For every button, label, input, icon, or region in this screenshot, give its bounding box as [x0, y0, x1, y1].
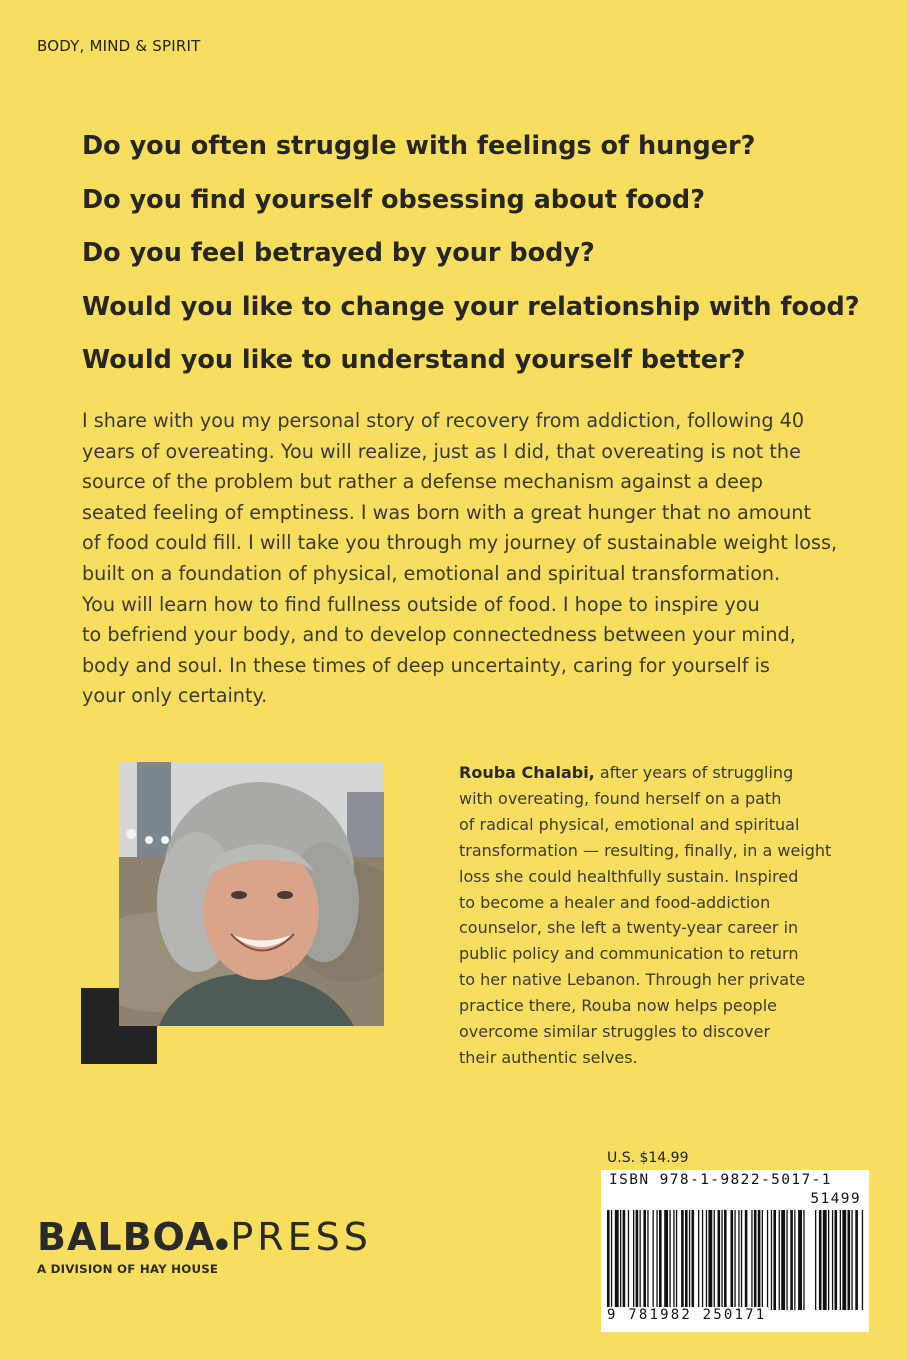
barcode-bar: [636, 1210, 639, 1310]
addon-bar: [815, 1210, 816, 1310]
barcode-bar: [681, 1210, 684, 1310]
barcode-digits: 9 781982 250171: [607, 1307, 767, 1323]
barcode-bar: [647, 1210, 648, 1310]
description-line: You will learn how to find fullness outside of food. I hope to inspire you: [82, 592, 760, 616]
barcode-bar: [767, 1210, 768, 1310]
barcode-bar: [758, 1210, 761, 1310]
addon-bar: [851, 1210, 852, 1310]
bio-line: counselor, she left a twenty-year career in: [459, 918, 799, 938]
barcode-bar: [623, 1210, 626, 1310]
barcode-bar: [706, 1210, 707, 1310]
barcode-bar: [669, 1210, 670, 1310]
barcode-bar: [653, 1210, 654, 1310]
barcode-bars: [605, 1210, 865, 1314]
question-2: Do you find yourself obsessing about food?: [82, 184, 705, 215]
barcode-bar: [664, 1210, 668, 1310]
addon-bar: [819, 1210, 822, 1310]
description-line: to befriend your body, and to develop connectedness between your mind,: [82, 623, 796, 647]
publisher-division: A DIVISION OF HAY HOUSE: [37, 1262, 219, 1276]
barcode-bar: [640, 1210, 641, 1310]
addon-bar: [842, 1210, 846, 1310]
bio-line: public policy and communication to return: [459, 944, 799, 964]
barcode-bar: [633, 1210, 634, 1310]
barcode-bar: [718, 1210, 721, 1310]
description-line: source of the problem but rather a defense mechanism against a deep: [82, 470, 763, 494]
barcode-bar: [762, 1210, 763, 1310]
author-photo: [119, 762, 384, 1026]
barcode-bar: [692, 1210, 695, 1310]
barcode-bar: [779, 1210, 780, 1310]
description-line: built on a foundation of physical, emotional and spiritual transformation.: [82, 561, 781, 585]
bio-line: practice there, Rouba now helps people: [459, 996, 777, 1016]
publisher-dot: ●: [215, 1234, 231, 1252]
barcode-bar: [786, 1210, 787, 1310]
barcode-bar: [745, 1210, 748, 1310]
bio-line: [459, 760, 859, 786]
barcode-bar: [643, 1210, 646, 1310]
barcode-bar: [771, 1210, 772, 1310]
barcode-bar: [724, 1210, 727, 1310]
bio-line: of radical physical, emotional and spiritual: [459, 814, 800, 834]
description-line: years of overeating. You will realize, just as I did, that overeating is not the: [82, 439, 801, 463]
barcode-bar: [611, 1210, 612, 1310]
barcode-bar: [781, 1210, 785, 1310]
bio-line: with overeating, found herself on a path: [459, 788, 782, 808]
addon-bar: [862, 1210, 863, 1310]
price-addon-code: 51499: [810, 1191, 861, 1207]
category-label: BODY, MIND & SPIRIT: [37, 37, 201, 55]
addon-bar: [840, 1210, 841, 1310]
price-label: U.S. $14.99: [607, 1150, 689, 1166]
description-line: seated feeling of emptiness. I was born with a great hunger that no amount: [82, 500, 811, 524]
addon-bar: [823, 1210, 827, 1310]
author-bio: [459, 760, 859, 1071]
barcode-bar: [803, 1210, 804, 1310]
barcode-bar: [734, 1210, 735, 1310]
barcode-bar: [673, 1210, 674, 1310]
addon-bar: [855, 1210, 858, 1310]
barcode-bar: [708, 1210, 712, 1310]
addon-bar: [835, 1210, 838, 1310]
question-5: Would you like to understand yourself better?: [82, 345, 746, 375]
barcode-bar: [721, 1210, 722, 1310]
barcode-bar: [656, 1210, 657, 1310]
barcode-bar: [607, 1210, 610, 1310]
barcode-bar: [741, 1210, 742, 1310]
barcode-bar: [689, 1210, 690, 1310]
bio-line: transformation — resulting, finally, in a weight: [459, 840, 832, 860]
isbn-barcode: [601, 1170, 869, 1332]
barcode-bar: [773, 1210, 776, 1310]
barcode-bar: [794, 1210, 795, 1310]
barcode-bar: [790, 1210, 793, 1310]
barcode-bar: [698, 1210, 699, 1310]
bio-line: to become a healer and food-addiction: [459, 892, 771, 912]
barcode-bar: [751, 1210, 752, 1310]
questions-list: [82, 124, 872, 392]
barcode-bar: [702, 1210, 703, 1310]
barcode-bar: [738, 1210, 739, 1310]
barcode-bar: [628, 1210, 629, 1310]
barcode-bar: [714, 1210, 715, 1310]
bio-line: their authentic selves.: [459, 1047, 638, 1067]
addon-bar: [828, 1210, 829, 1310]
question-4: Would you like to change your relationship with food?: [82, 291, 860, 322]
bio-first-line: after years of struggling: [594, 763, 794, 782]
barcode-bar: [659, 1210, 662, 1310]
book-description: [82, 406, 838, 712]
bio-line: to her native Lebanon. Through her private: [459, 970, 806, 990]
barcode-bar: [685, 1210, 688, 1310]
question-3: Do you feel betrayed by your body?: [82, 238, 595, 268]
description-line: body and soul. In these times of deep uncertainty, caring for yourself is: [82, 653, 770, 677]
question-1: Do you often struggle with feelings of hunger?: [82, 131, 756, 161]
barcode-bar: [620, 1210, 621, 1310]
bio-line: loss she could healthfully sustain. Inspired: [459, 866, 799, 886]
description-line: of food could fill. I will take you through my journey of sustainable weight loss,: [82, 531, 838, 555]
publisher-name-bold: BALBOA: [37, 1215, 216, 1259]
author-name: Rouba Chalabi,: [459, 763, 595, 782]
bio-line: overcome similar struggles to discover: [459, 1022, 771, 1042]
description-line: I share with you my personal story of recovery from addiction, following 40: [82, 409, 805, 432]
barcode-bar: [798, 1210, 802, 1310]
barcode-bar: [676, 1210, 677, 1310]
description-line: your only certainty.: [82, 684, 268, 708]
addon-bar: [832, 1210, 833, 1310]
barcode-bar: [615, 1210, 619, 1310]
publisher-logo: [37, 1215, 372, 1259]
barcode-bar: [731, 1210, 734, 1310]
isbn-label: ISBN 978-1-9822-5017-1: [609, 1172, 832, 1188]
barcode-bar: [754, 1210, 757, 1310]
addon-bar: [848, 1210, 851, 1310]
publisher-name-light: PRESS: [230, 1215, 372, 1259]
